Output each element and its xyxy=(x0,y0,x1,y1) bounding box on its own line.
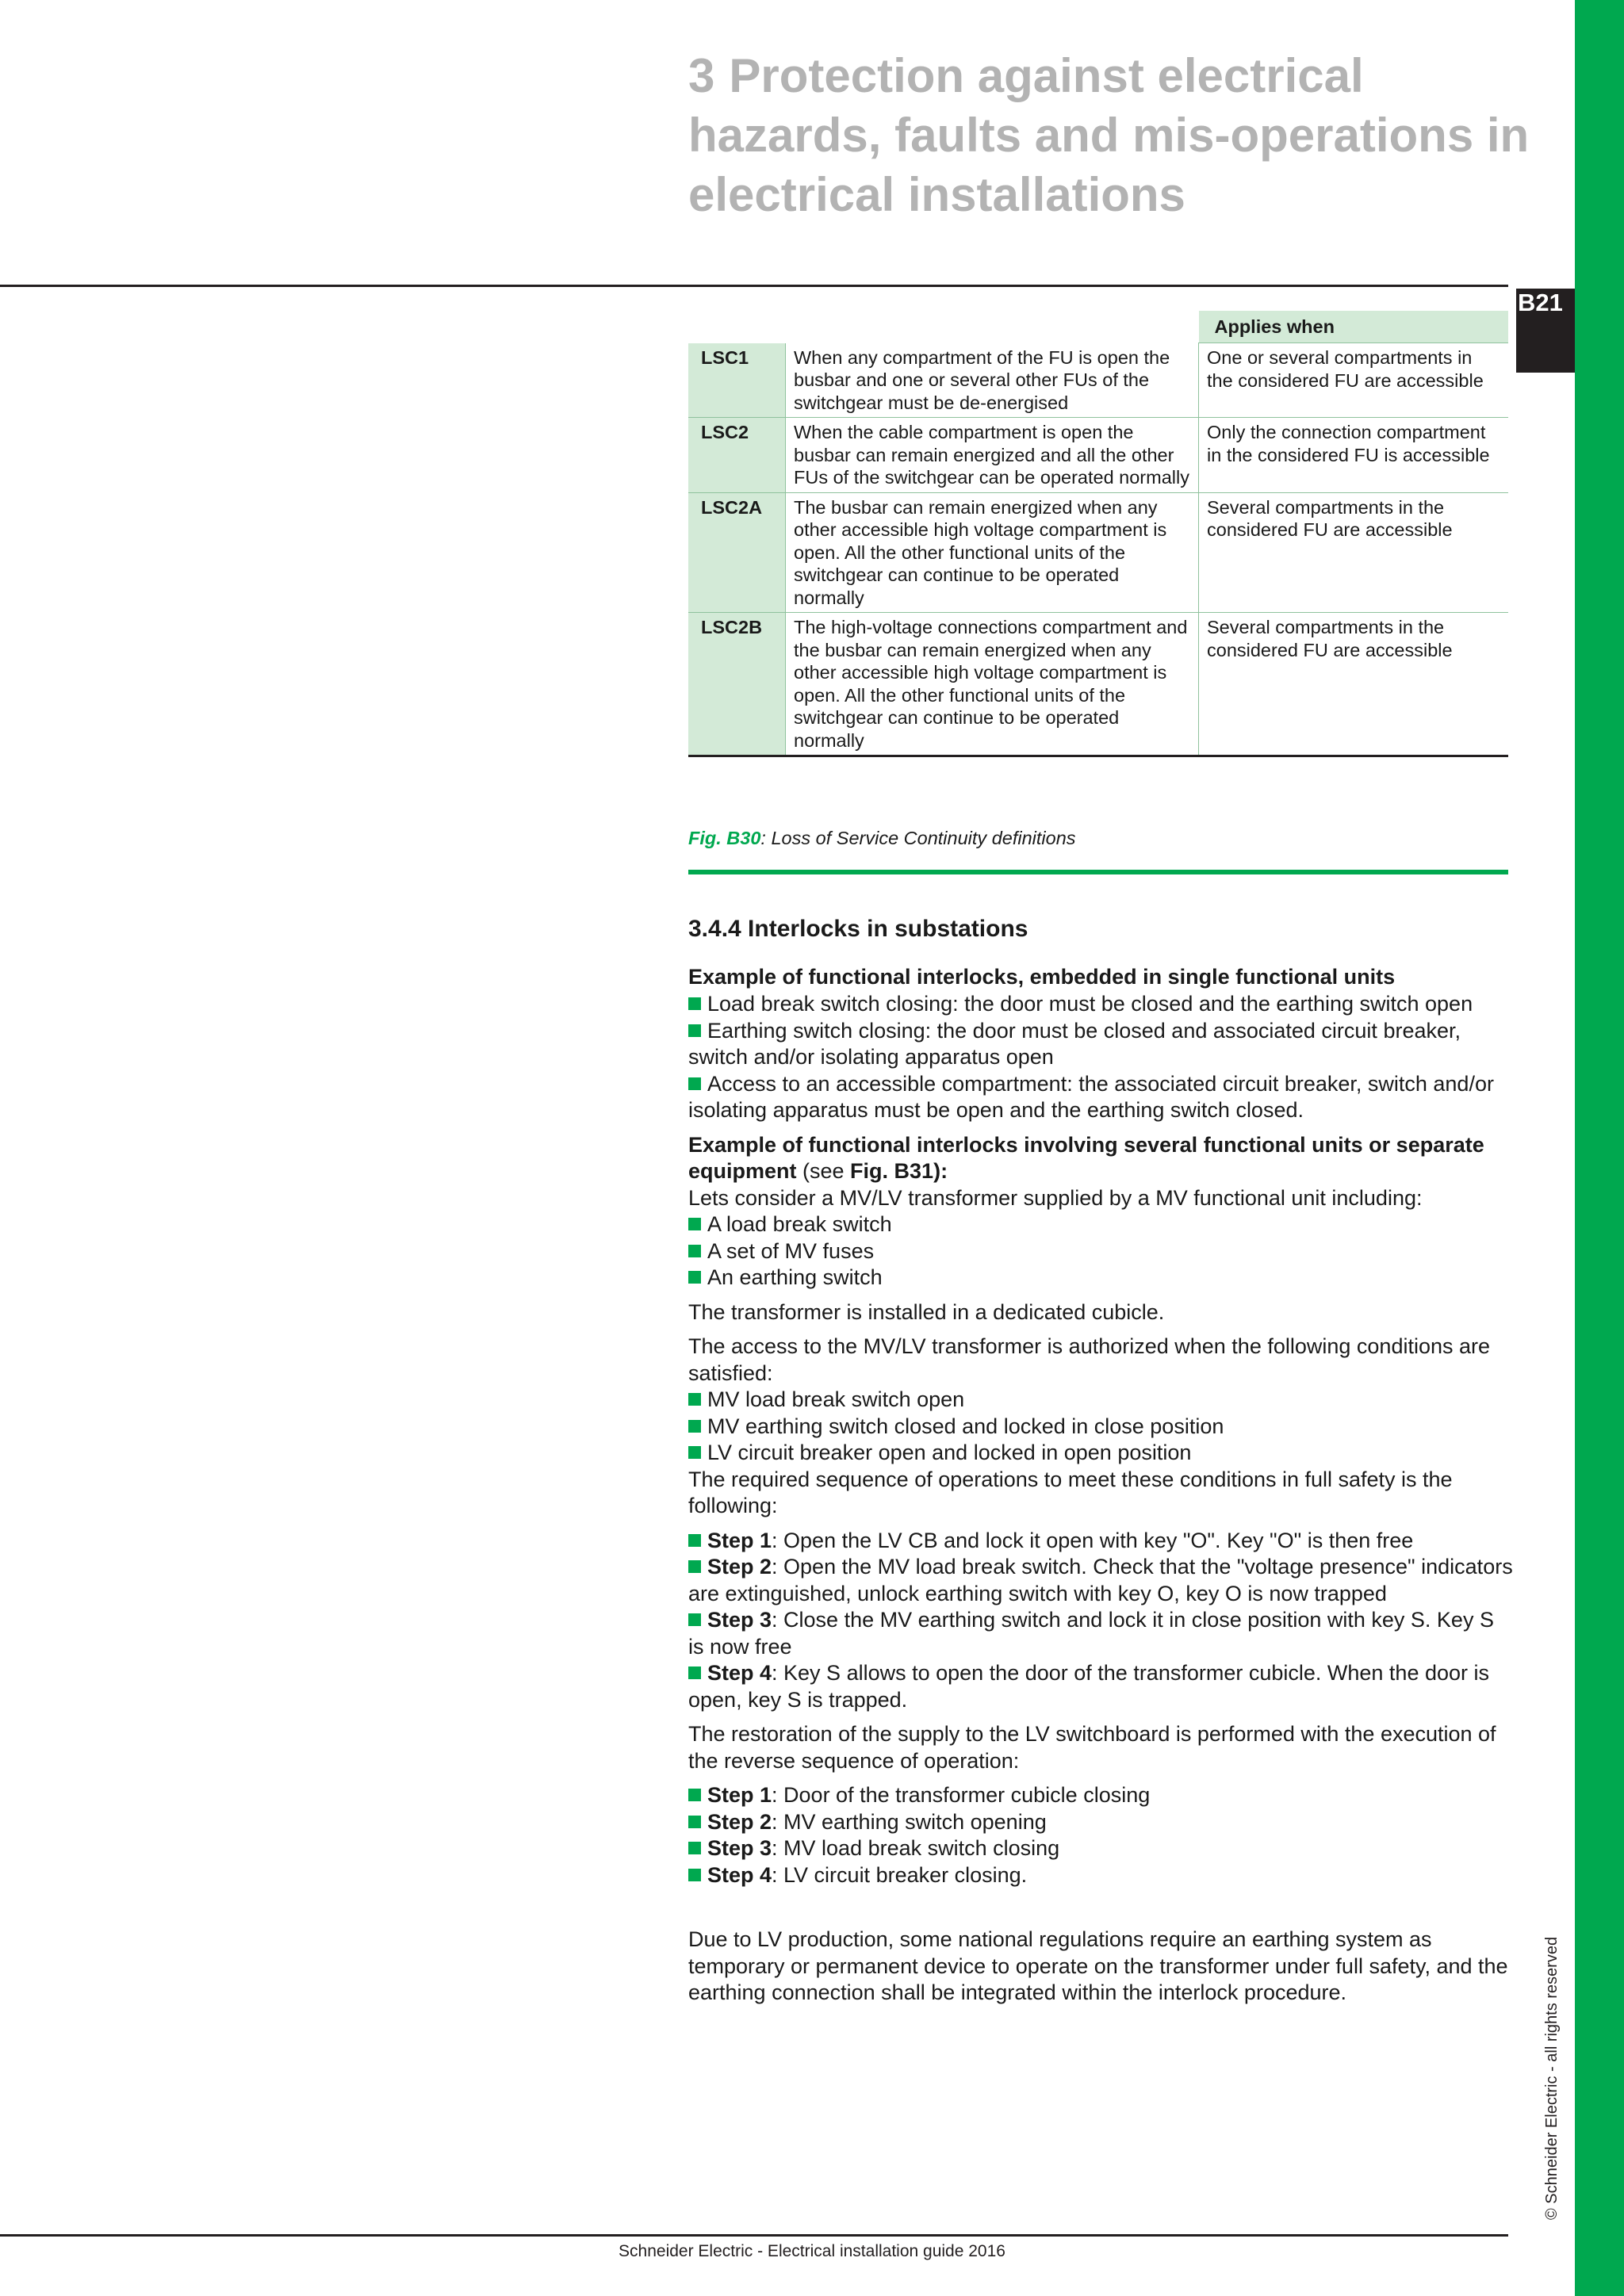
side-green-bar xyxy=(1575,0,1624,2296)
table-row xyxy=(688,418,1508,493)
bullet-square-icon xyxy=(688,1560,701,1573)
paragraph: The restoration of the supply to the LV switchboard is performed with the execution of the reverse sequence of operation: xyxy=(688,1722,1496,1773)
list-item: MV earthing switch closed and locked in close position xyxy=(688,1414,1513,1441)
lsc-description: The high-voltage connections compartment and the busbar can remain energized when any other accessible high voltage compartment is open. All the other functional units of the switchgear can continue to be operated normally xyxy=(786,613,1199,756)
paragraph: The access to the MV/LV transformer is authorized when the following conditions are satisfied: xyxy=(688,1334,1491,1385)
subheading-single-units: Example of functional interlocks, embedded in single functional units xyxy=(688,965,1396,989)
list-item: A set of MV fuses xyxy=(688,1238,1513,1265)
bullet-square-icon xyxy=(688,1789,701,1801)
lsc-code: LSC2 xyxy=(688,418,786,493)
bullet-square-icon xyxy=(688,1842,701,1854)
lsc-description: The busbar can remain energized when any other accessible high voltage compartment is open. All the other functional units of the switchgear can continue to be operated normally xyxy=(786,492,1199,613)
lsc-code: LSC2A xyxy=(688,492,786,613)
page-number-tab xyxy=(1516,289,1575,373)
page-number: B21 xyxy=(1518,289,1563,316)
bullet-square-icon xyxy=(688,1245,701,1257)
table-row xyxy=(688,343,1508,418)
lsc-code: LSC1 xyxy=(688,343,786,418)
bullet-square-icon xyxy=(688,1218,701,1230)
footer-rule xyxy=(0,2234,1508,2237)
paragraph: The transformer is installed in a dedicated cubicle. xyxy=(688,1299,1165,1324)
section-divider xyxy=(688,870,1508,874)
lsc-table xyxy=(688,311,1508,757)
list-item: MV load break switch open xyxy=(688,1387,1513,1414)
table-header-row xyxy=(688,311,1508,343)
bullet-square-icon xyxy=(688,1024,701,1037)
subheading-several-units: Example of functional interlocks involving several functional units or separate equipment (see Fig. B31): xyxy=(688,1132,1484,1183)
list-item: Step 3: MV load break switch closing xyxy=(688,1835,1513,1862)
table-row xyxy=(688,613,1508,756)
list-item: Earthing switch closing: the door must be closed and associated circuit breaker, switch and/or isolating apparatus open xyxy=(688,1018,1461,1069)
lsc-code: LSC2B xyxy=(688,613,786,756)
header-rule xyxy=(0,285,1508,287)
header-applies-when: Applies when xyxy=(1199,311,1509,343)
bullet-square-icon xyxy=(688,1667,701,1679)
figure-label: Fig. B30 xyxy=(688,828,761,848)
chapter-title xyxy=(688,46,1561,224)
bullet-square-icon xyxy=(688,1816,701,1828)
footer-text: Schneider Electric - Electrical installation guide 2016 xyxy=(619,2242,1005,2260)
list-item: Step 1: Open the LV CB and lock it open with key "O". Key "O" is then free xyxy=(688,1528,1513,1555)
chapter-title-text: Protection against electrical hazards, faults and mis-operations in electrical installations xyxy=(688,49,1530,221)
section-body xyxy=(688,912,1513,2007)
list-item: Step 4: Key S allows to open the door of the transformer cubicle. When the door is open, key S is trapped. xyxy=(688,1661,1490,1712)
bullet-square-icon xyxy=(688,1271,701,1284)
list-item: Step 2: MV earthing switch opening xyxy=(688,1809,1513,1836)
copyright-notice: © Schneider Electric - all rights reserved xyxy=(1543,1936,1561,2220)
list-item: Load break switch closing: the door must be closed and the earthing switch open xyxy=(688,991,1513,1018)
bullet-square-icon xyxy=(688,997,701,1010)
section-heading: 3.4.4 Interlocks in substations xyxy=(688,916,1028,942)
figure-reference: Fig. B31 xyxy=(850,1159,934,1183)
lsc-applies: One or several compartments in the considered FU are accessible xyxy=(1199,343,1509,418)
bullet-square-icon xyxy=(688,1077,701,1090)
header-blank xyxy=(786,311,1199,343)
figure-caption xyxy=(688,828,1076,849)
list-item: Step 2: Open the MV load break switch. Check that the "voltage presence" indicators are extinguished, unlock earthing switch with key O, key O is now trapped xyxy=(688,1555,1513,1605)
lsc-applies: Only the connection compartment in the considered FU is accessible xyxy=(1199,418,1509,493)
paragraph: The required sequence of operations to meet these conditions in full safety is the following: xyxy=(688,1467,1453,1517)
list-item: Access to an accessible compartment: the associated circuit breaker, switch and/or isolating apparatus must be open and the earthing switch closed. xyxy=(688,1071,1494,1122)
lsc-description: When any compartment of the FU is open the busbar and one or several other FUs of the switchgear must be de-energised xyxy=(786,343,1199,418)
list-item: LV circuit breaker open and locked in open position xyxy=(688,1440,1513,1467)
header-blank xyxy=(688,311,786,343)
list-item: An earthing switch xyxy=(688,1265,1513,1292)
bullet-square-icon xyxy=(688,1869,701,1881)
bullet-square-icon xyxy=(688,1393,701,1406)
figure-caption-text: : Loss of Service Continuity definitions xyxy=(760,828,1076,848)
bullet-square-icon xyxy=(688,1613,701,1626)
lsc-applies: Several compartments in the considered FU are accessible xyxy=(1199,492,1509,613)
chapter-number: 3 xyxy=(688,49,715,102)
bullet-square-icon xyxy=(688,1420,701,1433)
paragraph: Lets consider a MV/LV transformer supplied by a MV functional unit including: xyxy=(688,1185,1423,1210)
lsc-description: When the cable compartment is open the busbar can remain energized and all the other FUs of the switchgear can be operated normally xyxy=(786,418,1199,493)
list-item: Step 1: Door of the transformer cubicle closing xyxy=(688,1782,1513,1809)
list-item: Step 3: Close the MV earthing switch and lock it in close position with key S. Key S is now free xyxy=(688,1608,1494,1659)
bullet-square-icon xyxy=(688,1534,701,1547)
paragraph: Due to LV production, some national regulations require an earthing system as temporary or permanent device to operate on the transformer under full safety, and the earthing connection shall be integrated within the interlock procedure. xyxy=(688,1927,1508,2004)
list-item: A load break switch xyxy=(688,1211,1513,1238)
table-row xyxy=(688,492,1508,613)
list-item: Step 4: LV circuit breaker closing. xyxy=(688,1862,1513,1889)
bullet-square-icon xyxy=(688,1446,701,1459)
lsc-applies: Several compartments in the considered FU are accessible xyxy=(1199,613,1509,756)
